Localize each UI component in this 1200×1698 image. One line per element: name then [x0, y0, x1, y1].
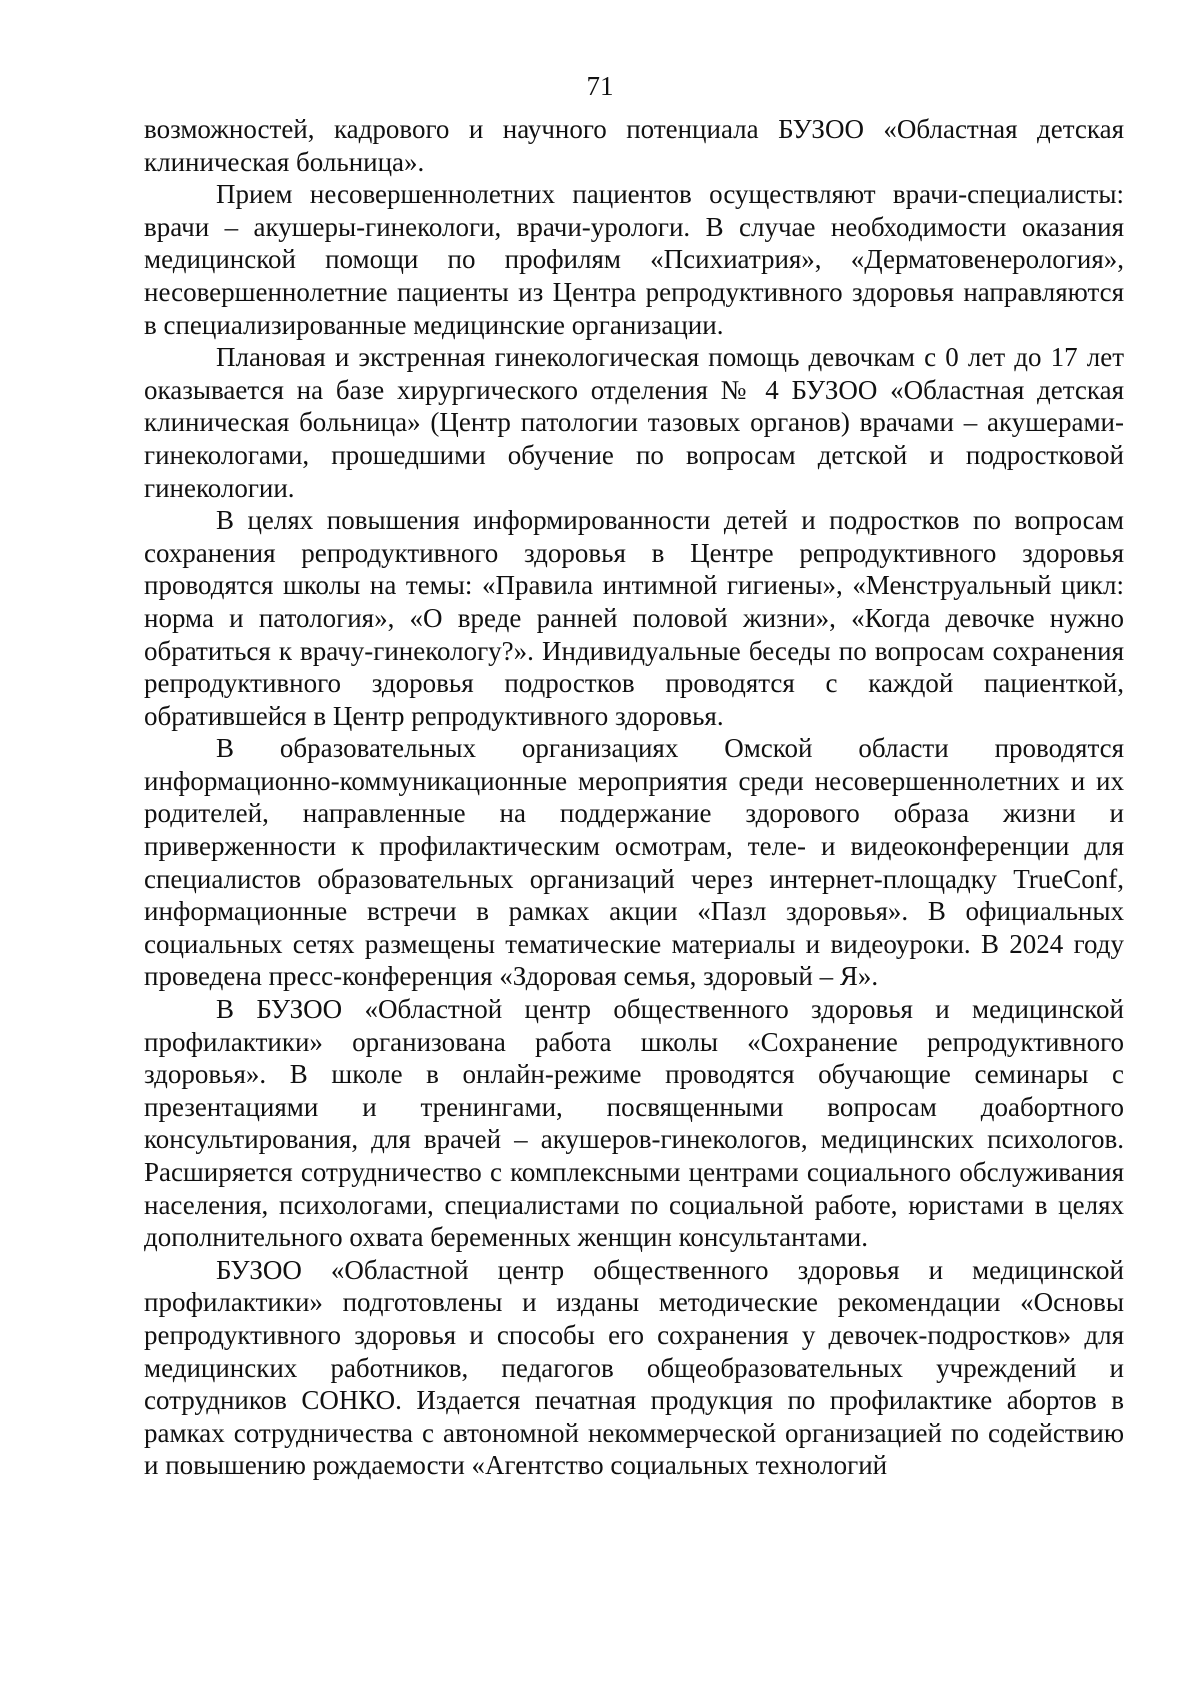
page-number: 71	[586, 71, 614, 101]
paragraph-continuation: возможностей, кадрового и научного потенциала БУЗОО «Областная детская клиническая больница».	[144, 114, 1124, 177]
paragraph-health-center-school: В БУЗОО «Областной центр общественного здоровья и медицинской профилактики» организована работа школы «Сохранение репродуктивного здоровья». В школе в онлайн-режиме проводятся обучающие семинары с презентациями и тренингами, посвященными вопросам доабортного консультирования, для врачей – акушеров-гинекологов, медицинских психологов. Расширяется сотрудничество с комплексными центрами социального обслуживания населения, психологами, специалистами по социальной работе, юристами в целях дополнительного охвата беременных женщин консультантами.	[144, 994, 1124, 1253]
paragraph-patient-reception: Прием несовершеннолетних пациентов осуществляют врачи-специалисты: врачи – акушеры-гинекологи, врачи-урологи. В случае необходимости оказания медицинской помощи по профилям «Психиатрия», «Дерматовенерология», несовершеннолетние пациенты из Центра репродуктивного здоровья направляются в специализированные медицинские организации.	[144, 179, 1124, 340]
paragraph-gynecological-care: Плановая и экстренная гинекологическая помощь девочкам с 0 лет до 17 лет оказывается на базе хирургического отделения № 4 БУЗОО «Областная детская клиническая больница» (Центр патологии тазовых органов) врачами – акушерами-гинекологами, прошедшими обучение по вопросам детской и подростковой гинекологии.	[144, 342, 1124, 503]
paragraph-awareness-schools: В целях повышения информированности детей и подростков по вопросам сохранения репродуктивного здоровья в Центре репродуктивного здоровья проводятся школы на темы: «Правила интимной гигиены», «Менструальный цикл: норма и патология», «О вреде ранней половой жизни», «Когда девочке нужно обратиться к врачу-гинекологу?». Индивидуальные беседы по вопросам сохранения репродуктивного здоровья подростков проводятся с каждой пациенткой, обратившейся в Центр репродуктивного здоровья.	[144, 505, 1124, 731]
document-body	[144, 113, 1124, 1482]
paragraph-educational-organizations: В образовательных организациях Омской области проводятся информационно-коммуникационные мероприятия среди несовершеннолетних и их родителей, направленные на поддержание здорового образа жизни и приверженности к профилактическим осмотрам, теле- и видеоконференции для специалистов образовательных организаций через интернет-площадку TrueConf, информационные встречи в рамках акции «Пазл здоровья». В официальных социальных сетях размещены тематические материалы и видеоуроки. В 2024 году проведена пресс-конференция «Здоровая семья, здоровый – Я».	[144, 733, 1124, 992]
paragraph-methodical-recommendations: БУЗОО «Областной центр общественного здоровья и медицинской профилактики» подготовлены и изданы методические рекомендации «Основы репродуктивного здоровья и способы его сохранения у девочек-подростков» для медицинских работников, педагогов общеобразовательных учреждений и сотрудников СОНКО. Издается печатная продукция по профилактике абортов в рамках сотрудничества с автономной некоммерческой организацией по содействию и повышению рождаемости «Агентство социальных технологий	[144, 1254, 1124, 1481]
